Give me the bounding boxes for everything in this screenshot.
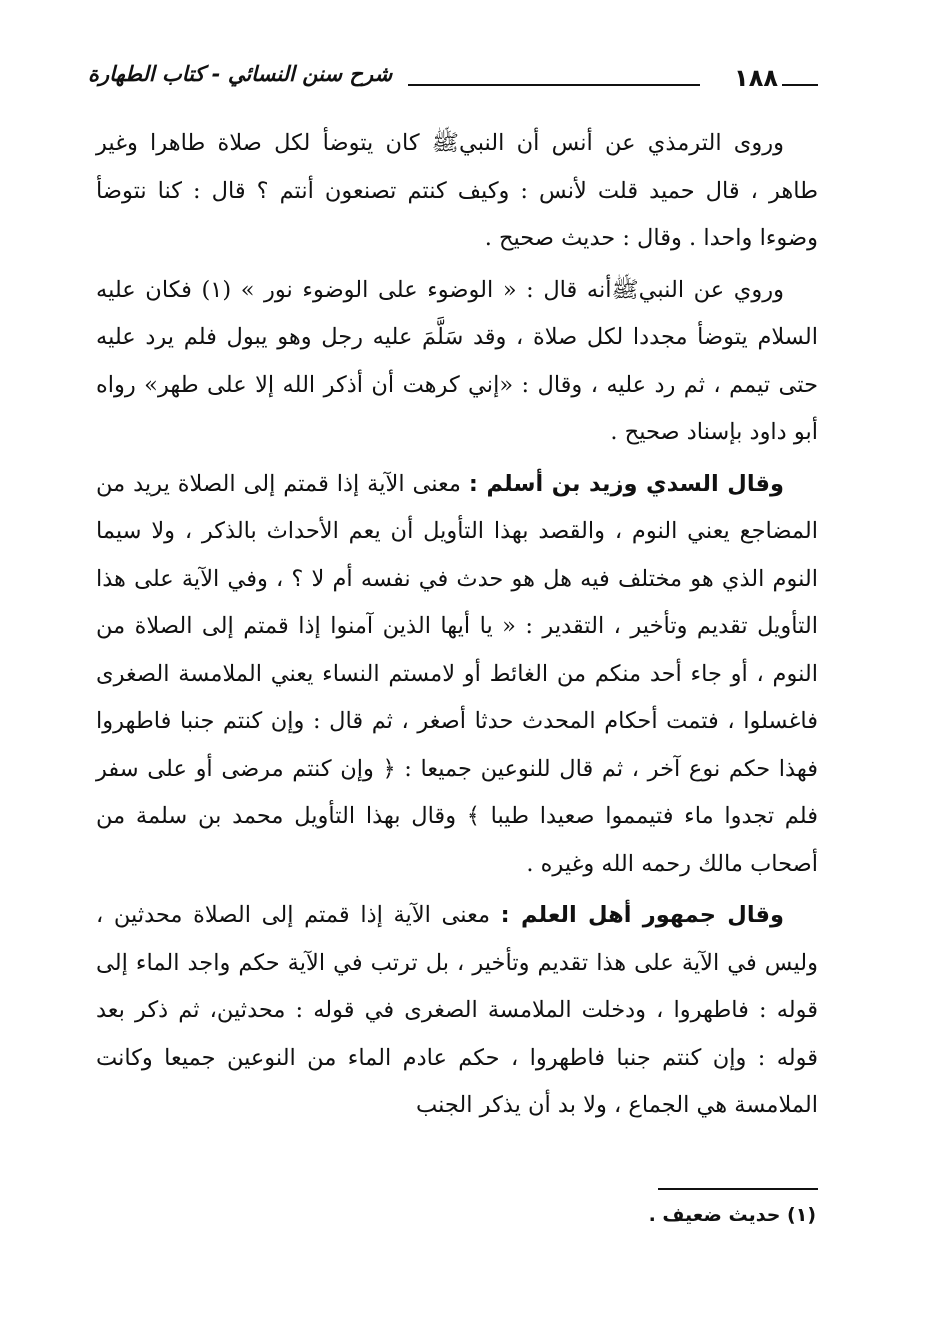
- paragraph-text: وروي عن النبيﷺأنه قال : « الوضوء على الوضوء نور » (١) فكان عليه السلام يتوضأ مجددا لكل صلاة ، وقد سَلَّمَ عليه رجل وهو يبول فلم يرد عليه حتى تيمم ، ثم رد عليه ، وقال : «إني كرهت أن أذكر الله إلا على طهر» رواه أبو داود بإسناد صحيح .: [96, 276, 818, 445]
- paragraph-text: وروى الترمذي عن أنس أن النبيﷺ كان يتوضأ لكل صلاة طاهرا وغير طاهر ، قال حميد قلت لأنس : وكيف كنتم تصنعون أنتم ؟ قال : كنا نتوضأ وضوءا واحدا . وقال : حديث صحيح .: [96, 130, 818, 251]
- paragraph-lead: وقال السدي وزيد بن أسلم :: [468, 470, 785, 497]
- paragraph: [96, 120, 818, 263]
- paragraph-text: معنى الآية إذا قمتم إلى الصلاة محدثين ، وليس في الآية على هذا تقديم وتأخير ، بل ترتب في الآية حكم واجد الماء إلى قوله : فاطهروا ، ودخلت الملامسة الصغرى في قوله : محدثين، ثم ذكر بعد قوله : وإن كنتم جنبا فاطهروا ، حكم عادم الماء من النوعين جميعا وكانت الملامسة هي الجماع ، ولا بد أن يذكر الجنب: [96, 902, 818, 1118]
- body-text: [96, 120, 818, 1130]
- paragraph: [96, 892, 818, 1130]
- header-title: شرح سنن النسائي - كتاب الطهارة: [88, 62, 393, 86]
- paragraph-text: معنى الآية إذا قمتم إلى الصلاة يريد من المضاجع يعني النوم ، والقصد بهذا التأويل أن يعم الأحداث بالذكر ، ولا سيما النوم الذي هو مختلف فيه هل هو حدث في نفسه أم لا ؟ ، وفي الآية على هذا التأويل تقديم وتأخير ، التقدير : « يا أيها الذين آمنوا إذا قمتم إلى الصلاة من النوم ، أو جاء أحد منكم من الغائط أو لامستم النساء يعني الملامسة الصغرى فاغسلوا ، فتمت أحكام المحدث حدثا أصغر ، ثم قال : وإن كنتم جنبا فاطهروا فهذا حكم نوع آخر ، ثم قال للنوعين جميعا : ﴿ وإن كنتم مرضى أو على سفر فلم تجدوا ماء فتيمموا صعيدا طيبا ﴾ وقال بهذا التأويل محمد بن سلمة من أصحاب مالك رحمه الله وغيره .: [96, 470, 818, 877]
- header-rule-right: [782, 84, 818, 86]
- paragraph-lead: وقال جمهور أهل العلم :: [500, 902, 784, 928]
- paragraph: [96, 461, 818, 889]
- footnote: (١) حديث ضعيف .: [648, 1204, 816, 1226]
- footnote-rule: [658, 1188, 818, 1190]
- paragraph: [96, 267, 818, 457]
- header-rule: [408, 84, 700, 86]
- running-header: [88, 62, 818, 102]
- page-number: ١٨٨: [734, 64, 778, 92]
